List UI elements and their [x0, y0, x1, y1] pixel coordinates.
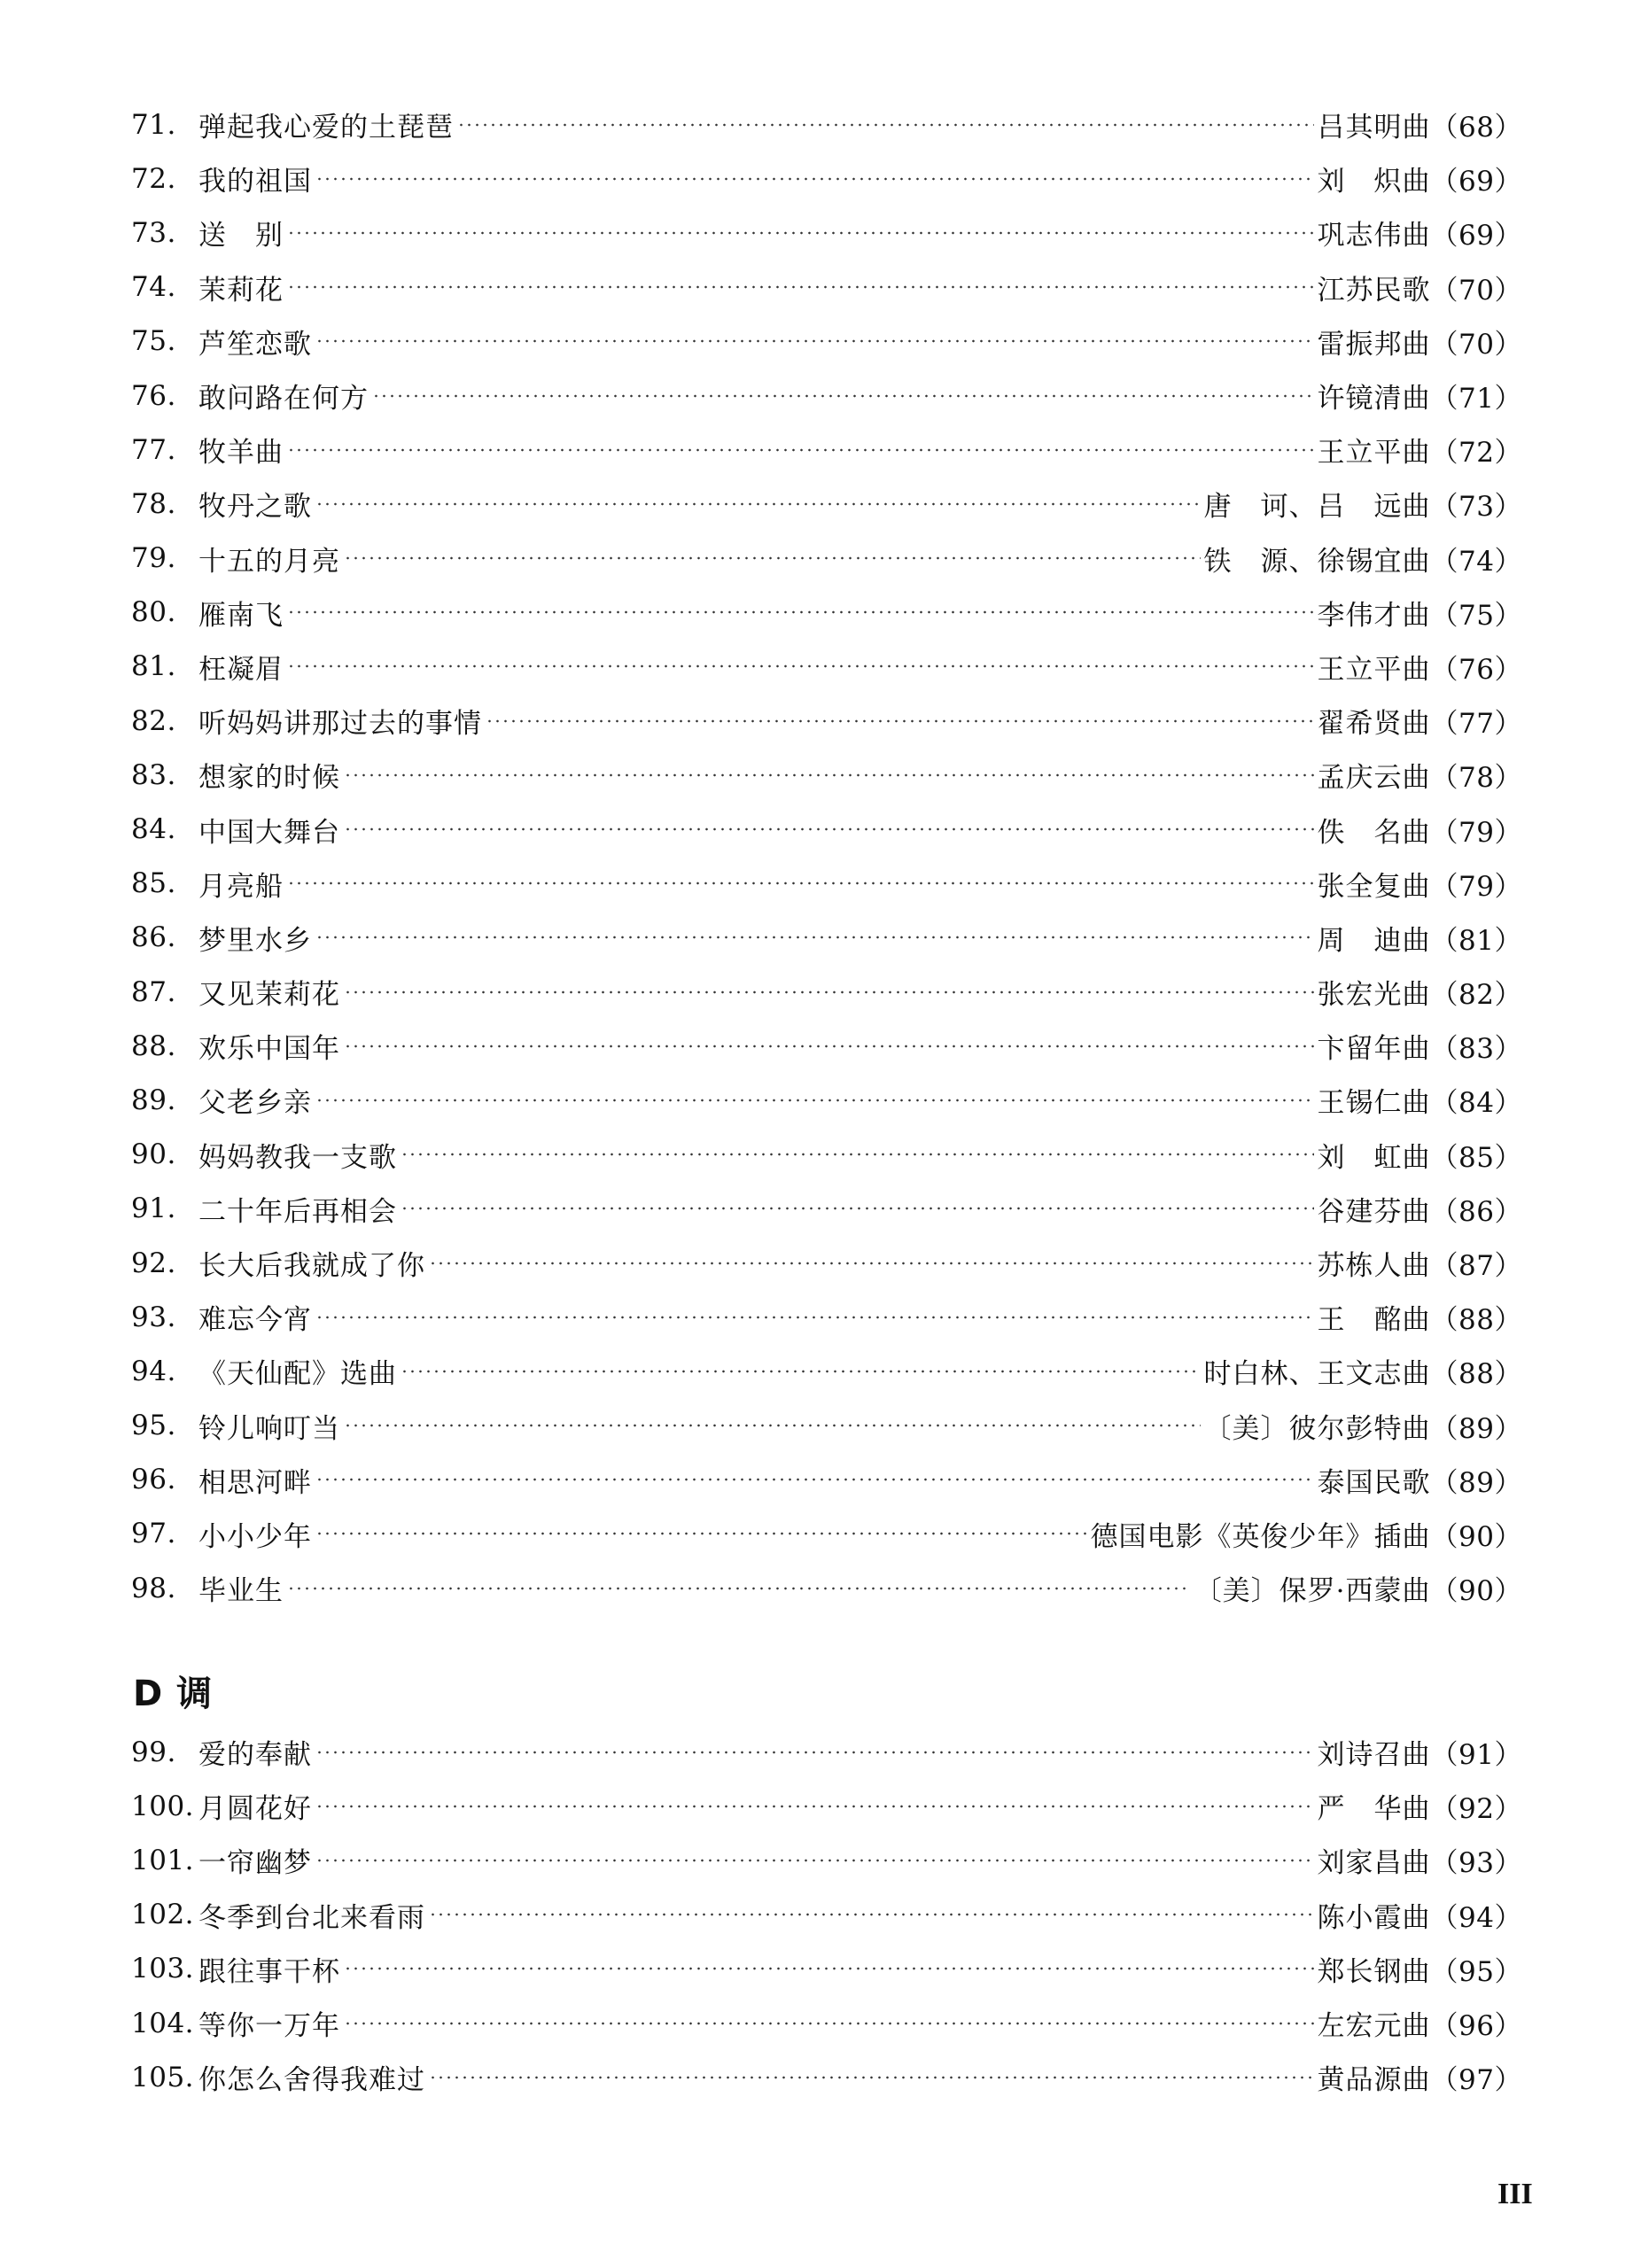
toc-entry-number: 101. — [131, 1844, 195, 1876]
toc-entry — [131, 694, 1522, 748]
toc-entry-page: （95） — [1430, 1955, 1522, 1988]
dot-leader — [315, 1474, 1314, 1485]
toc-entry-page: （79） — [1430, 816, 1522, 849]
toc-entry-title: 欢乐中国年 — [198, 1033, 340, 1066]
toc-entry-page: （69） — [1430, 166, 1522, 198]
toc-entry — [131, 1128, 1522, 1182]
toc-entry-title: 我的祖国 — [198, 166, 312, 198]
toc-entry-number: 84. — [131, 813, 176, 846]
toc-entry-page: （69） — [1430, 220, 1522, 252]
toc-entry — [131, 369, 1522, 423]
toc-entry-page: （94） — [1430, 1901, 1522, 1934]
dot-leader — [315, 1801, 1314, 1812]
toc-entry-number: 72. — [131, 162, 176, 195]
dot-leader — [372, 391, 1314, 401]
toc-entry-composer: 刘 炽曲 — [1317, 166, 1431, 198]
toc-entry-title: 送 别 — [198, 220, 284, 252]
toc-entry-number: 102. — [131, 1899, 195, 1931]
toc-entry — [131, 1561, 1522, 1615]
toc-entry-composer: 陈小霞曲 — [1317, 1901, 1431, 1934]
dot-leader — [287, 445, 1314, 455]
toc-entry-number: 104. — [131, 2007, 195, 2039]
toc-entry-number: 78. — [131, 487, 176, 520]
toc-entry-composer: 江苏民歌 — [1317, 274, 1431, 307]
dot-leader — [287, 282, 1314, 292]
toc-entry-composer: 黄品源曲 — [1317, 2064, 1431, 2097]
toc-entry-composer: 郑长钢曲 — [1317, 1955, 1431, 1988]
toc-entry-number: 96. — [131, 1464, 176, 1496]
toc-entry-composer: 张宏光曲 — [1317, 979, 1431, 1012]
toc-entry — [131, 423, 1522, 477]
toc-entry — [131, 1019, 1522, 1073]
toc-entry-page: （71） — [1430, 383, 1522, 416]
toc-entry — [131, 1833, 1522, 1887]
toc-entry-number: 85. — [131, 867, 176, 900]
toc-entry-title: 等你一万年 — [198, 2010, 340, 2043]
toc-entry — [131, 965, 1522, 1019]
toc-entry-number: 89. — [131, 1084, 176, 1116]
toc-entry-number: 86. — [131, 921, 176, 954]
toc-entry-title: 月圆花好 — [198, 1793, 312, 1826]
toc-entry-page: （77） — [1430, 708, 1522, 741]
toc-entry-title: 相思河畔 — [198, 1466, 312, 1499]
toc-entry-page: （90） — [1430, 1575, 1522, 1608]
toc-entry-composer: 王立平曲 — [1317, 437, 1431, 470]
toc-entry-composer: 〔美〕保罗·西蒙曲 — [1194, 1575, 1431, 1608]
dot-leader — [344, 824, 1314, 835]
toc-entry-number: 83. — [131, 758, 176, 791]
toc-entry — [131, 1290, 1522, 1344]
dot-leader — [486, 716, 1314, 726]
toc-entry-composer: 〔美〕彼尔彭特曲 — [1203, 1412, 1431, 1445]
toc-entry-number: 92. — [131, 1247, 176, 1279]
toc-entry-title: 弹起我心爱的土琵琶 — [198, 112, 454, 144]
dot-leader — [315, 1312, 1314, 1323]
dot-leader — [287, 1583, 1191, 1594]
toc-entry-page: （79） — [1430, 870, 1522, 903]
toc-entry-number: 95. — [131, 1410, 176, 1442]
toc-entry-page: （86） — [1430, 1195, 1522, 1228]
toc-entry-page: （93） — [1430, 1847, 1522, 1880]
toc-entry — [131, 1507, 1522, 1561]
dot-leader — [287, 661, 1314, 672]
toc-entry-title: 枉凝眉 — [198, 653, 284, 686]
dot-leader — [315, 1095, 1314, 1106]
toc-entry-title: 想家的时候 — [198, 762, 340, 795]
toc-entry — [131, 586, 1522, 640]
toc-entry-page: （70） — [1430, 274, 1522, 307]
toc-entry-number: 80. — [131, 596, 176, 629]
dot-leader — [344, 1963, 1314, 1974]
toc-entry — [131, 1344, 1522, 1398]
toc-entry-composer: 严 华曲 — [1317, 1793, 1431, 1826]
toc-entry-number: 100. — [131, 1790, 195, 1822]
toc-entry-page: （81） — [1430, 924, 1522, 957]
dot-leader — [287, 878, 1314, 889]
toc-entry-number: 87. — [131, 975, 176, 1008]
toc-entry-composer: 佚 名曲 — [1317, 816, 1431, 849]
toc-entry-page: （83） — [1430, 1033, 1522, 1066]
toc-list-section-c — [131, 97, 1522, 1615]
toc-entry-page: （87） — [1430, 1250, 1522, 1283]
toc-entry — [131, 1073, 1522, 1127]
toc-entry-composer: 雷振邦曲 — [1317, 328, 1431, 361]
toc-entry-composer: 王锡仁曲 — [1317, 1087, 1431, 1120]
toc-entry-page: （68） — [1430, 112, 1522, 144]
toc-entry-title: 毕业生 — [198, 1575, 284, 1608]
toc-entry-title: 难忘今宵 — [198, 1304, 312, 1337]
toc-entry-title: 梦里水乡 — [198, 924, 312, 957]
toc-entry-title: 雁南飞 — [198, 599, 284, 632]
toc-entry-page: （75） — [1430, 599, 1522, 632]
toc-entry-title: 牧羊曲 — [198, 437, 284, 470]
toc-entry-title: 芦笙恋歌 — [198, 328, 312, 361]
toc-entry-number: 82. — [131, 704, 176, 737]
toc-entry-number: 105. — [131, 2061, 195, 2093]
toc-entry-number: 103. — [131, 1953, 195, 1985]
toc-entry — [131, 802, 1522, 856]
toc-entry — [131, 206, 1522, 260]
toc-entry-title: 十五的月亮 — [198, 545, 340, 578]
toc-entry — [131, 1888, 1522, 1942]
dot-leader — [344, 987, 1314, 998]
toc-entry-composer: 张全复曲 — [1317, 870, 1431, 903]
dot-leader — [287, 228, 1314, 238]
toc-entry — [131, 1453, 1522, 1507]
toc-entry-title: 敢问路在何方 — [198, 383, 369, 416]
toc-entry-number: 94. — [131, 1355, 176, 1387]
toc-entry — [131, 97, 1522, 151]
toc-entry-title: 二十年后再相会 — [198, 1195, 397, 1228]
toc-entry — [131, 1996, 1522, 2050]
toc-entry-page: （96） — [1430, 2010, 1522, 2043]
toc-entry-composer: 唐 诃、吕 远曲 — [1203, 491, 1431, 524]
toc-entry-title: 《天仙配》选曲 — [198, 1358, 397, 1391]
dot-leader — [401, 1203, 1314, 1214]
toc-entry-composer: 周 迪曲 — [1317, 924, 1431, 957]
toc-entry-title: 铃儿响叮当 — [198, 1412, 340, 1445]
toc-entry — [131, 748, 1522, 802]
toc-entry-composer: 刘诗召曲 — [1317, 1739, 1431, 1772]
toc-entry-title: 冬季到台北来看雨 — [198, 1901, 425, 1934]
toc-entry-title: 小小少年 — [198, 1520, 312, 1553]
toc-entry — [131, 151, 1522, 206]
toc-entry — [131, 640, 1522, 694]
toc-entry-number: 97. — [131, 1518, 176, 1550]
toc-entry-composer: 德国电影《英俊少年》插曲 — [1090, 1520, 1431, 1553]
toc-entry-title: 父老乡亲 — [198, 1087, 312, 1120]
dot-leader — [429, 1258, 1314, 1269]
toc-entry-number: 88. — [131, 1029, 176, 1062]
toc-entry — [131, 1399, 1522, 1453]
toc-entry-page: （88） — [1430, 1358, 1522, 1391]
toc-entry-page: （85） — [1430, 1141, 1522, 1174]
dot-leader — [315, 336, 1314, 346]
toc-entry-composer: 李伟才曲 — [1317, 599, 1431, 632]
toc-entry-composer: 许镜清曲 — [1317, 383, 1431, 416]
section-heading-d-key: D 调 — [133, 1674, 214, 1714]
dot-leader — [344, 770, 1314, 781]
toc-entry-title: 一帘幽梦 — [198, 1847, 312, 1880]
dot-leader — [315, 932, 1314, 943]
dot-leader — [344, 553, 1201, 563]
toc-entry-page: （84） — [1430, 1087, 1522, 1120]
toc-entry-page: （88） — [1430, 1304, 1522, 1337]
toc-entry-number: 99. — [131, 1736, 176, 1768]
toc-entry-number: 77. — [131, 433, 176, 466]
toc-entry-composer: 刘家昌曲 — [1317, 1847, 1431, 1880]
dot-leader — [315, 1528, 1087, 1539]
toc-entry-page: （73） — [1430, 491, 1522, 524]
toc-entry-page: （89） — [1430, 1412, 1522, 1445]
toc-entry-composer: 孟庆云曲 — [1317, 762, 1431, 795]
toc-entry-number: 79. — [131, 542, 176, 575]
toc-entry-title: 听妈妈讲那过去的事情 — [198, 708, 482, 741]
toc-entry-title: 跟往事干杯 — [198, 1955, 340, 1988]
toc-entry-title: 月亮船 — [198, 870, 284, 903]
toc-entry — [131, 315, 1522, 369]
dot-leader — [315, 174, 1314, 184]
dot-leader — [315, 499, 1201, 509]
page-number: III — [1497, 2178, 1533, 2210]
toc-entry-composer: 王 酩曲 — [1317, 1304, 1431, 1337]
toc-entry-title: 牧丹之歌 — [198, 491, 312, 524]
toc-entry-composer: 刘 虹曲 — [1317, 1141, 1431, 1174]
toc-entry-page: （74） — [1430, 545, 1522, 578]
toc-entry-title: 茉莉花 — [198, 274, 284, 307]
toc-entry-page: （72） — [1430, 437, 1522, 470]
toc-entry-title: 妈妈教我一支歌 — [198, 1141, 397, 1174]
toc-list-section-d — [131, 1725, 1522, 2104]
toc-entry-title: 中国大舞台 — [198, 816, 340, 849]
toc-entry-composer: 王立平曲 — [1317, 653, 1431, 686]
toc-entry-title: 长大后我就成了你 — [198, 1250, 425, 1283]
dot-leader — [401, 1149, 1314, 1160]
dot-leader — [287, 607, 1314, 617]
toc-entry-composer: 时白林、王文志曲 — [1203, 1358, 1431, 1391]
toc-entry-page: （76） — [1430, 653, 1522, 686]
toc-entry — [131, 911, 1522, 965]
dot-leader — [344, 2018, 1314, 2029]
toc-entry-number: 91. — [131, 1192, 176, 1225]
toc-entry-composer: 翟希贤曲 — [1317, 708, 1431, 741]
toc-entry-page: （90） — [1430, 1520, 1522, 1553]
toc-entry-number: 81. — [131, 650, 176, 683]
dot-leader — [429, 1909, 1314, 1920]
toc-entry — [131, 857, 1522, 911]
toc-entry — [131, 1942, 1522, 1996]
toc-entry-composer: 苏栋人曲 — [1317, 1250, 1431, 1283]
toc-entry — [131, 260, 1522, 315]
toc-entry-page: （70） — [1430, 328, 1522, 361]
toc-entry-page: （82） — [1430, 979, 1522, 1012]
toc-entry — [131, 2050, 1522, 2104]
toc-entry — [131, 1236, 1522, 1290]
dot-leader — [344, 1041, 1314, 1052]
dot-leader — [401, 1366, 1201, 1377]
toc-entry-composer: 铁 源、徐锡宜曲 — [1203, 545, 1431, 578]
toc-entry-page: （97） — [1430, 2064, 1522, 2097]
toc-entry — [131, 477, 1522, 531]
toc-entry — [131, 1182, 1522, 1236]
toc-entry-title: 爱的奉献 — [198, 1739, 312, 1772]
toc-entry-composer: 谷建芬曲 — [1317, 1195, 1431, 1228]
toc-entry-number: 71. — [131, 108, 176, 141]
dot-leader — [315, 1855, 1314, 1866]
toc-entry-composer: 巩志伟曲 — [1317, 220, 1431, 252]
toc-entry-number: 90. — [131, 1138, 176, 1171]
dot-leader — [429, 2072, 1314, 2083]
toc-entry — [131, 1725, 1522, 1779]
toc-entry-number: 74. — [131, 271, 176, 304]
toc-entry-composer: 左宏元曲 — [1317, 2010, 1431, 2043]
toc-entry-number: 93. — [131, 1301, 176, 1333]
toc-entry-number: 98. — [131, 1572, 176, 1604]
dot-leader — [344, 1420, 1201, 1431]
toc-entry-page: （78） — [1430, 762, 1522, 795]
toc-entry-number: 76. — [131, 379, 176, 412]
toc-entry — [131, 532, 1522, 586]
toc-entry-page: （89） — [1430, 1466, 1522, 1499]
toc-entry-page: （91） — [1430, 1739, 1522, 1772]
toc-entry-page: （92） — [1430, 1793, 1522, 1826]
toc-entry-composer: 卞留年曲 — [1317, 1033, 1431, 1066]
toc-entry-composer: 泰国民歌 — [1317, 1466, 1431, 1499]
toc-entry-title: 你怎么舍得我难过 — [198, 2064, 425, 2097]
toc-entry-composer: 吕其明曲 — [1317, 112, 1431, 144]
toc-entry-number: 75. — [131, 325, 176, 358]
dot-leader — [457, 120, 1314, 130]
toc-entry — [131, 1779, 1522, 1833]
toc-entry-number: 73. — [131, 216, 176, 249]
dot-leader — [315, 1747, 1314, 1758]
toc-entry-title: 又见茉莉花 — [198, 979, 340, 1012]
